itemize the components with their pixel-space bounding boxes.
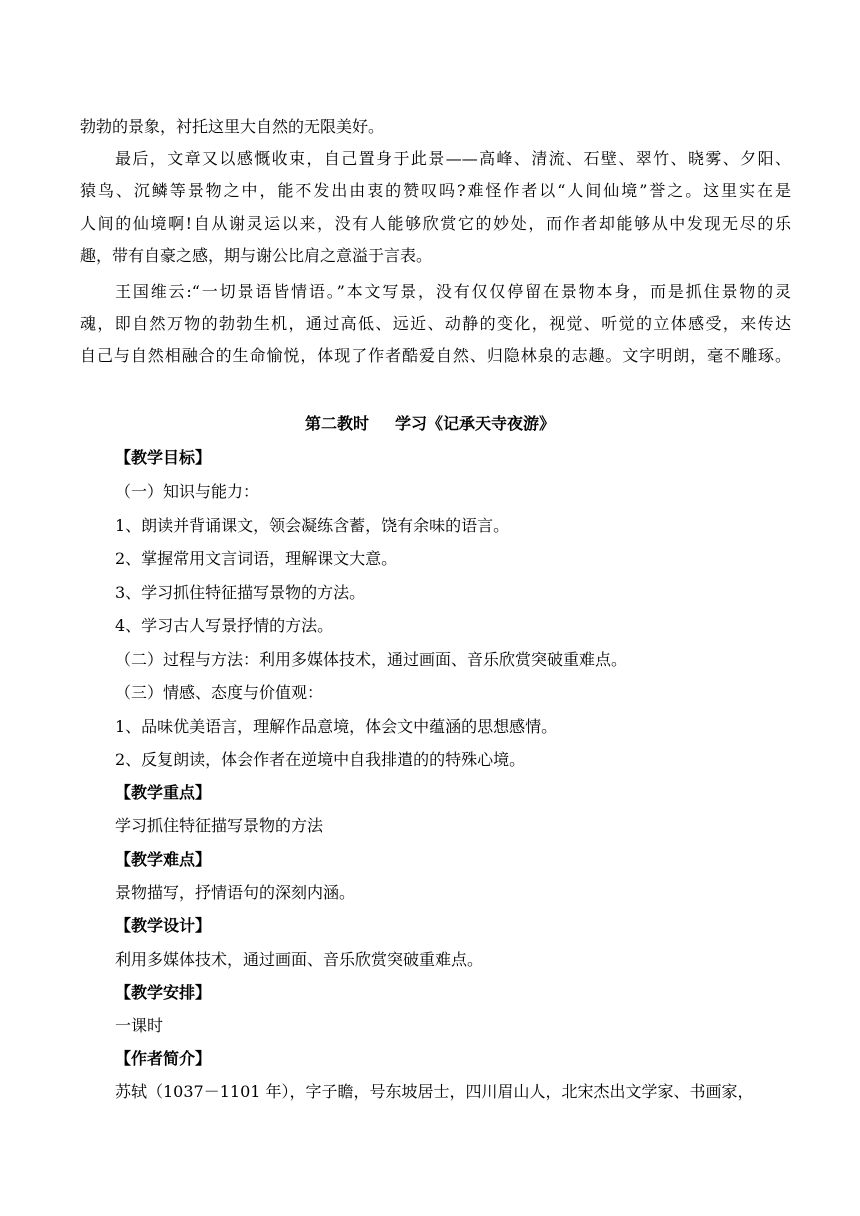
list-item: 1、品味优美语言，理解作品意境，体会文中蕴涵的思想感情。 <box>115 717 558 736</box>
section-text: 一课时 <box>115 1016 164 1035</box>
lesson-heading <box>0 414 860 434</box>
list-item: 1、朗读并背诵课文，领会凝练含蓄，饶有余味的语言。 <box>115 516 510 535</box>
paragraph-line: 猿鸟、沉鳞等景物之中，能不发出由衷的赞叹吗?难怪作者以“人间仙境”誉之。这里实在是 <box>80 181 791 200</box>
section-text: 苏轼（1037－1101 年），字子瞻，号东坡居士，四川眉山人，北宋杰出文学家、书画家， <box>115 1082 754 1101</box>
paragraph-line: 最后，文章又以感慨收束，自己置身于此景——高峰、清流、石壁、翠竹、晓雾、夕阳、 <box>115 149 791 168</box>
list-item: 3、学习抓住特征描写景物的方法。 <box>115 583 366 602</box>
list-item: 2、反复朗读，体会作者在逆境中自我排遣的的特殊心境。 <box>115 750 526 769</box>
subsection-heading: （三）情感、态度与价值观： <box>115 683 324 702</box>
lesson-period: 第二教时 <box>304 414 369 433</box>
list-item: 2、掌握常用文言词语，理解课文大意。 <box>115 549 398 568</box>
paragraph-line: 王国维云:“一切景语皆情语。”本文写景，没有仅仅停留在景物本身，而是抓住景物的灵 <box>115 282 791 301</box>
paragraph-line: 趣，带有自豪之感，期与谢公比肩之意溢于言表。 <box>80 246 433 265</box>
section-text: 学习抓住特征描写景物的方法 <box>115 816 324 835</box>
section-heading-arrangement: 【教学安排】 <box>115 983 212 1002</box>
section-heading-objectives: 【教学目标】 <box>115 448 212 467</box>
section-heading-key-points: 【教学重点】 <box>115 783 212 802</box>
paragraph-line: 自己与自然相融合的生命愉悦，体现了作者酷爱自然、归隐林泉的志趣。文字明朗，毫不雕琢。 <box>80 346 791 365</box>
paragraph-line: 勃勃的景象，衬托这里大自然的无限美好。 <box>80 117 385 136</box>
section-text: 利用多媒体技术，通过画面、音乐欣赏突破重难点。 <box>115 950 484 969</box>
list-item: 4、学习古人写景抒情的方法。 <box>115 616 334 635</box>
lesson-title: 学习《记承天寺夜游》 <box>395 414 556 433</box>
section-heading-design: 【教学设计】 <box>115 916 212 935</box>
paragraph-line: 魂，即自然万物的勃勃生机，通过高低、远近、动静的变化，视觉、听觉的立体感受，来传达 <box>80 314 791 333</box>
section-heading-difficult-points: 【教学难点】 <box>115 850 212 869</box>
section-text: 景物描写，抒情语句的深刻内涵。 <box>115 883 356 902</box>
subsection-heading: （二）过程与方法：利用多媒体技术，通过画面、音乐欣赏突破重难点。 <box>115 650 628 669</box>
paragraph-line: 人间的仙境啊!自从谢灵运以来，没有人能够欣赏它的妙处，而作者却能够从中发现无尽的乐 <box>80 214 791 233</box>
subsection-heading: （一）知识与能力： <box>115 482 260 501</box>
section-heading-author: 【作者简介】 <box>115 1049 212 1068</box>
